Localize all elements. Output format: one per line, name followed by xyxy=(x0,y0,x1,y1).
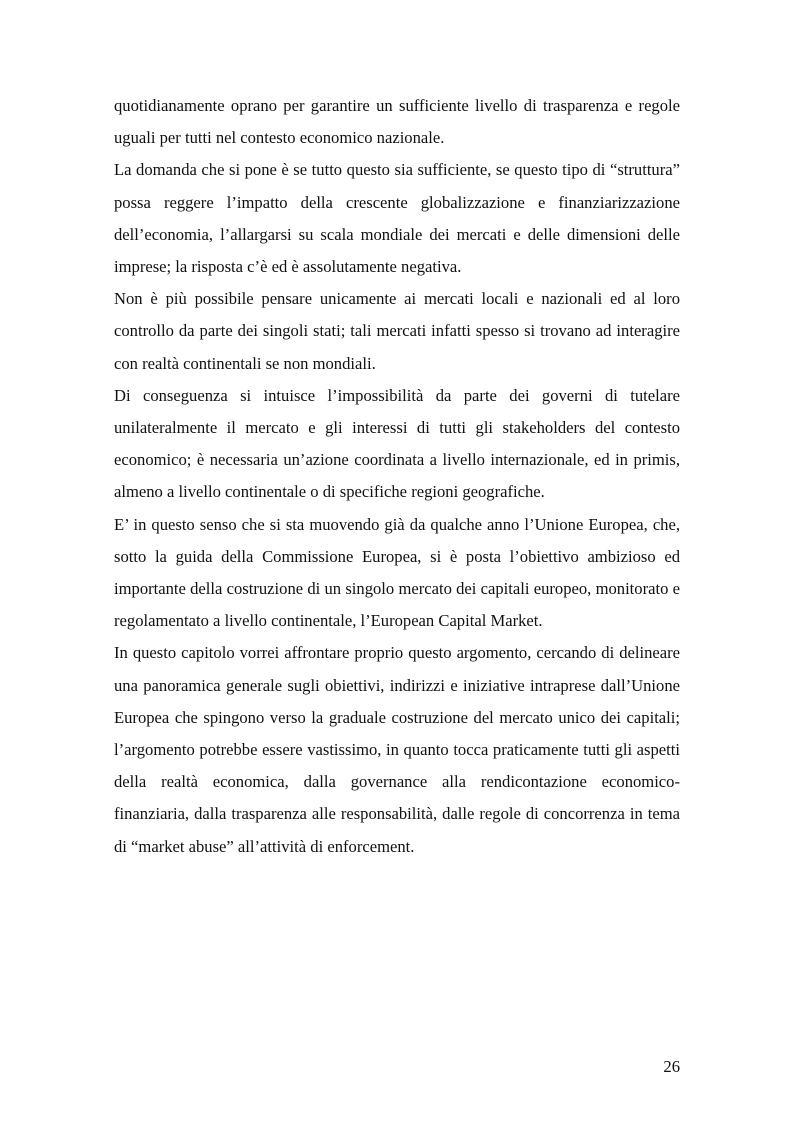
paragraph-6: In questo capitolo vorrei affrontare proprio questo argomento, cercando di delineare una panoramica generale sugli obiettivi, indirizzi e iniziative intraprese dall’Unione Europea che spingono verso la graduale costruzione del mercato unico dei capitali; l’argomento potrebbe essere vastissimo, in quanto tocca praticamente tutti gli aspetti della realtà economica, dalla governance alla rendicontazione economico-finanziaria, dalla trasparenza alle responsabilità, dalle regole di concorrenza in tema di “market abuse” all’attività di enforcement. xyxy=(114,643,680,856)
paragraph-5: E’ in questo senso che si sta muovendo già da qualche anno l’Unione Europea, che, sotto la guida della Commissione Europea, si è posta l’obiettivo ambizioso ed importante della costruzione di un singolo mercato dei capitali europeo, monitorato e regolamentato a livello continentale, l’European Capital Market. xyxy=(114,514,680,631)
paragraph-2: La domanda che si pone è se tutto questo sia sufficiente, se questo tipo di “struttura” possa reggere l’impatto della crescente globalizzazione e finanziarizzazione dell’economia, l’allargarsi su scala mondiale dei mercati e delle dimensioni delle imprese; la risposta c’è ed è assolutamente negativa. xyxy=(114,160,680,277)
paragraph-3: Non è più possibile pensare unicamente ai mercati locali e nazionali ed al loro controllo da parte dei singoli stati; tali mercati infatti spesso si trovano ad interagire con realtà continentali se non mondiali. xyxy=(114,289,680,373)
page-number: 26 xyxy=(663,1057,680,1076)
paragraph-1: quotidianamente oprano per garantire un sufficiente livello di trasparenza e regole uguali per tutti nel contesto economico nazionale. xyxy=(114,96,680,148)
body-text xyxy=(114,90,680,863)
paragraph-4: Di conseguenza si intuisce l’impossibilità da parte dei governi di tutelare unilateralmente il mercato e gli interessi di tutti gli stakeholders del contesto economico; è necessaria un’azione coordinata a livello internazionale, ed in primis, almeno a livello continentale o di specifiche regioni geografiche. xyxy=(114,385,680,502)
